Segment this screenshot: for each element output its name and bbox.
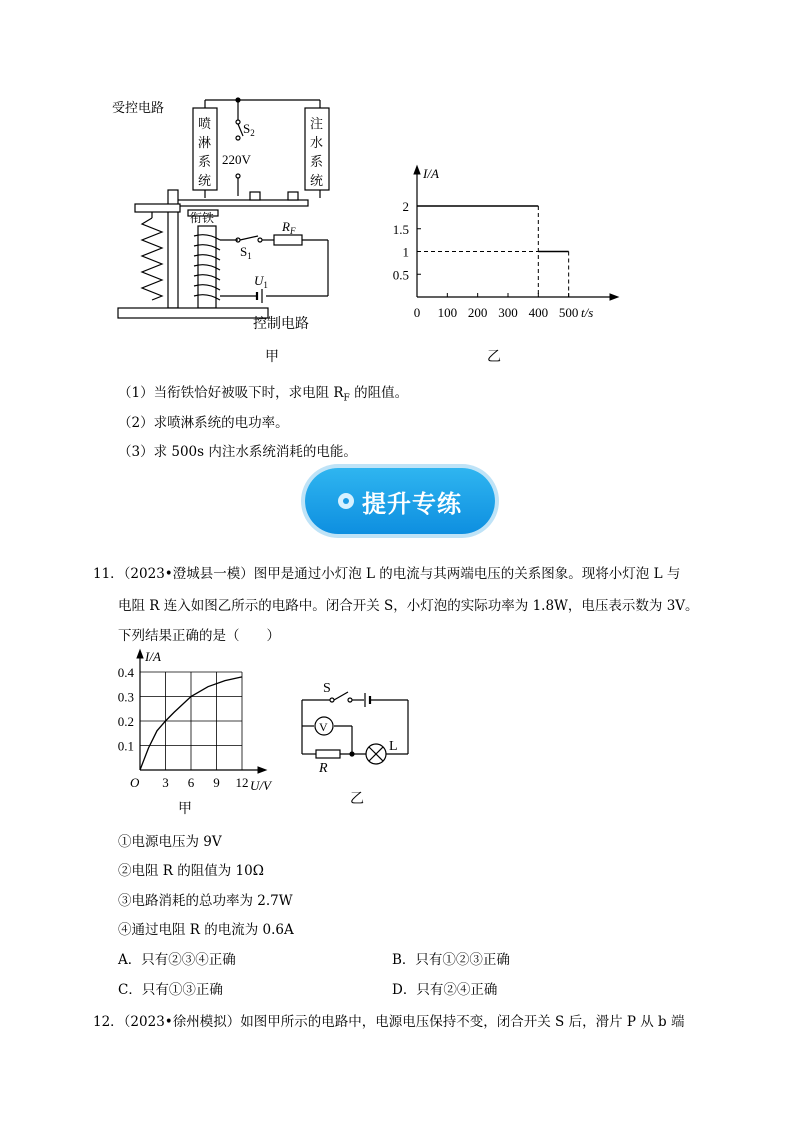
option-a: A．只有②③④正确 bbox=[118, 952, 236, 968]
x-axis-label: U/V bbox=[250, 778, 271, 793]
water-char-4: 统 bbox=[310, 174, 324, 189]
water-char-2: 水 bbox=[310, 136, 324, 151]
statement-4: ④通过电阻 R 的电流为 0.6A bbox=[118, 922, 294, 938]
x-tick-label: 3 bbox=[162, 775, 169, 790]
q11-line1: 11．（2023•澄城县一模）图甲是通过小灯泡 L 的电流与其两端电压的关系图象。现将小灯泡 L 与 bbox=[93, 566, 681, 582]
q10-part1-sub: F bbox=[343, 393, 350, 404]
statement-3: ③电路消耗的总功率为 2.7W bbox=[118, 893, 293, 909]
x-tick-label: 9 bbox=[213, 775, 220, 790]
fig1-caption: 甲 bbox=[265, 349, 279, 365]
q10-part1-tail: 的阻值。 bbox=[349, 385, 409, 401]
statement-2: ②电阻 R 的阻值为 10Ω bbox=[118, 863, 264, 879]
y-tick-label: 1.5 bbox=[392, 221, 409, 237]
resistor-rf-label: $R_F$ bbox=[282, 219, 296, 236]
relay-circuit-diagram bbox=[100, 88, 350, 343]
x-tick-label: 400 bbox=[528, 305, 549, 320]
y-axis-arrow bbox=[414, 166, 420, 174]
x-tick-label: 200 bbox=[467, 305, 488, 320]
x-axis-arrow bbox=[258, 767, 266, 773]
switch-s1-label: $S_1$ bbox=[240, 244, 252, 261]
y-axis-arrow bbox=[137, 650, 143, 658]
fig2-caption: 乙 bbox=[350, 791, 364, 807]
spray-char-1: 喷 bbox=[198, 117, 212, 132]
bubble-icon bbox=[338, 493, 354, 509]
x-tick-label: 100 bbox=[437, 305, 458, 320]
q10-part1-text: （1）当衔铁恰好被吸下时，求电阻 R bbox=[118, 385, 344, 401]
chart-top-caption: 乙 bbox=[487, 349, 501, 365]
lamp-label: L bbox=[389, 739, 398, 754]
y-tick-label: 0.4 bbox=[117, 665, 134, 680]
q10-part3: （3）求 500s 内注水系统消耗的电能。 bbox=[118, 444, 357, 460]
voltage-220-label: 220V bbox=[222, 152, 251, 167]
y-tick-label: 0.1 bbox=[117, 738, 134, 754]
practice-banner bbox=[305, 468, 495, 534]
spray-char-4: 统 bbox=[198, 174, 212, 189]
x-tick-label: 6 bbox=[187, 775, 195, 790]
y-tick-label: 0.3 bbox=[117, 689, 134, 705]
current-time-chart bbox=[385, 160, 620, 320]
y-tick-label: 1 bbox=[402, 244, 409, 260]
spray-char-3: 系 bbox=[198, 155, 212, 170]
lamp-resistor-circuit bbox=[290, 676, 420, 776]
x-tick-label: 12 bbox=[235, 775, 249, 790]
current-voltage-chart bbox=[110, 646, 290, 796]
y-tick-label: 0.2 bbox=[117, 714, 134, 729]
circuit-resistor-label: R bbox=[319, 761, 328, 776]
origin-label: O bbox=[130, 775, 140, 790]
option-d: D．只有②④正确 bbox=[392, 982, 498, 998]
q10-part1 bbox=[118, 381, 408, 404]
controlled-circuit-label: 受控电路 bbox=[112, 101, 165, 116]
water-char-3: 系 bbox=[310, 155, 324, 170]
x-tick-label: 0 bbox=[413, 305, 421, 320]
y-tick-label: 2 bbox=[402, 199, 409, 214]
voltmeter-label: V bbox=[319, 720, 328, 734]
control-circuit-label: 控制电路 bbox=[253, 316, 309, 332]
practice-banner-label: 提升专练 bbox=[362, 489, 462, 518]
q11-line3: 下列结果正确的是（ ） bbox=[118, 628, 280, 644]
option-c: C．只有①③正确 bbox=[118, 982, 223, 998]
switch-s2-label: $S_2$ bbox=[243, 121, 255, 138]
statement-1: ①电源电压为 9V bbox=[118, 834, 222, 850]
y-axis-label: I/A bbox=[423, 166, 439, 181]
option-b: B．只有①②③正确 bbox=[392, 952, 510, 968]
armature-label: 衔铁 bbox=[190, 211, 215, 225]
y-axis-label: I/A bbox=[145, 649, 161, 664]
x-axis-arrow bbox=[610, 294, 618, 300]
x-axis-label: t/s bbox=[581, 305, 594, 320]
x-tick-label: 500 bbox=[558, 305, 579, 320]
spray-char-2: 淋 bbox=[198, 136, 212, 151]
y-tick-label: 0.5 bbox=[392, 267, 409, 283]
chart-bottom-caption: 甲 bbox=[178, 801, 192, 817]
q12-line1: 12．（2023•徐州模拟）如图甲所示的电路中，电源电压保持不变，闭合开关 S 后，滑片 P 从 b 端 bbox=[93, 1014, 685, 1030]
x-tick-label: 300 bbox=[498, 305, 518, 320]
q10-part2: （2）求喷淋系统的电功率。 bbox=[118, 415, 289, 431]
q11-line2: 电阻 R 连入如图乙所示的电路中。闭合开关 S，小灯泡的实际功率为 1.8W，电压表示数为 3V。 bbox=[118, 598, 699, 614]
water-char-1: 注 bbox=[310, 117, 324, 132]
circuit-switch-label: S bbox=[323, 681, 331, 696]
source-u1-label: $U_1$ bbox=[254, 273, 268, 290]
